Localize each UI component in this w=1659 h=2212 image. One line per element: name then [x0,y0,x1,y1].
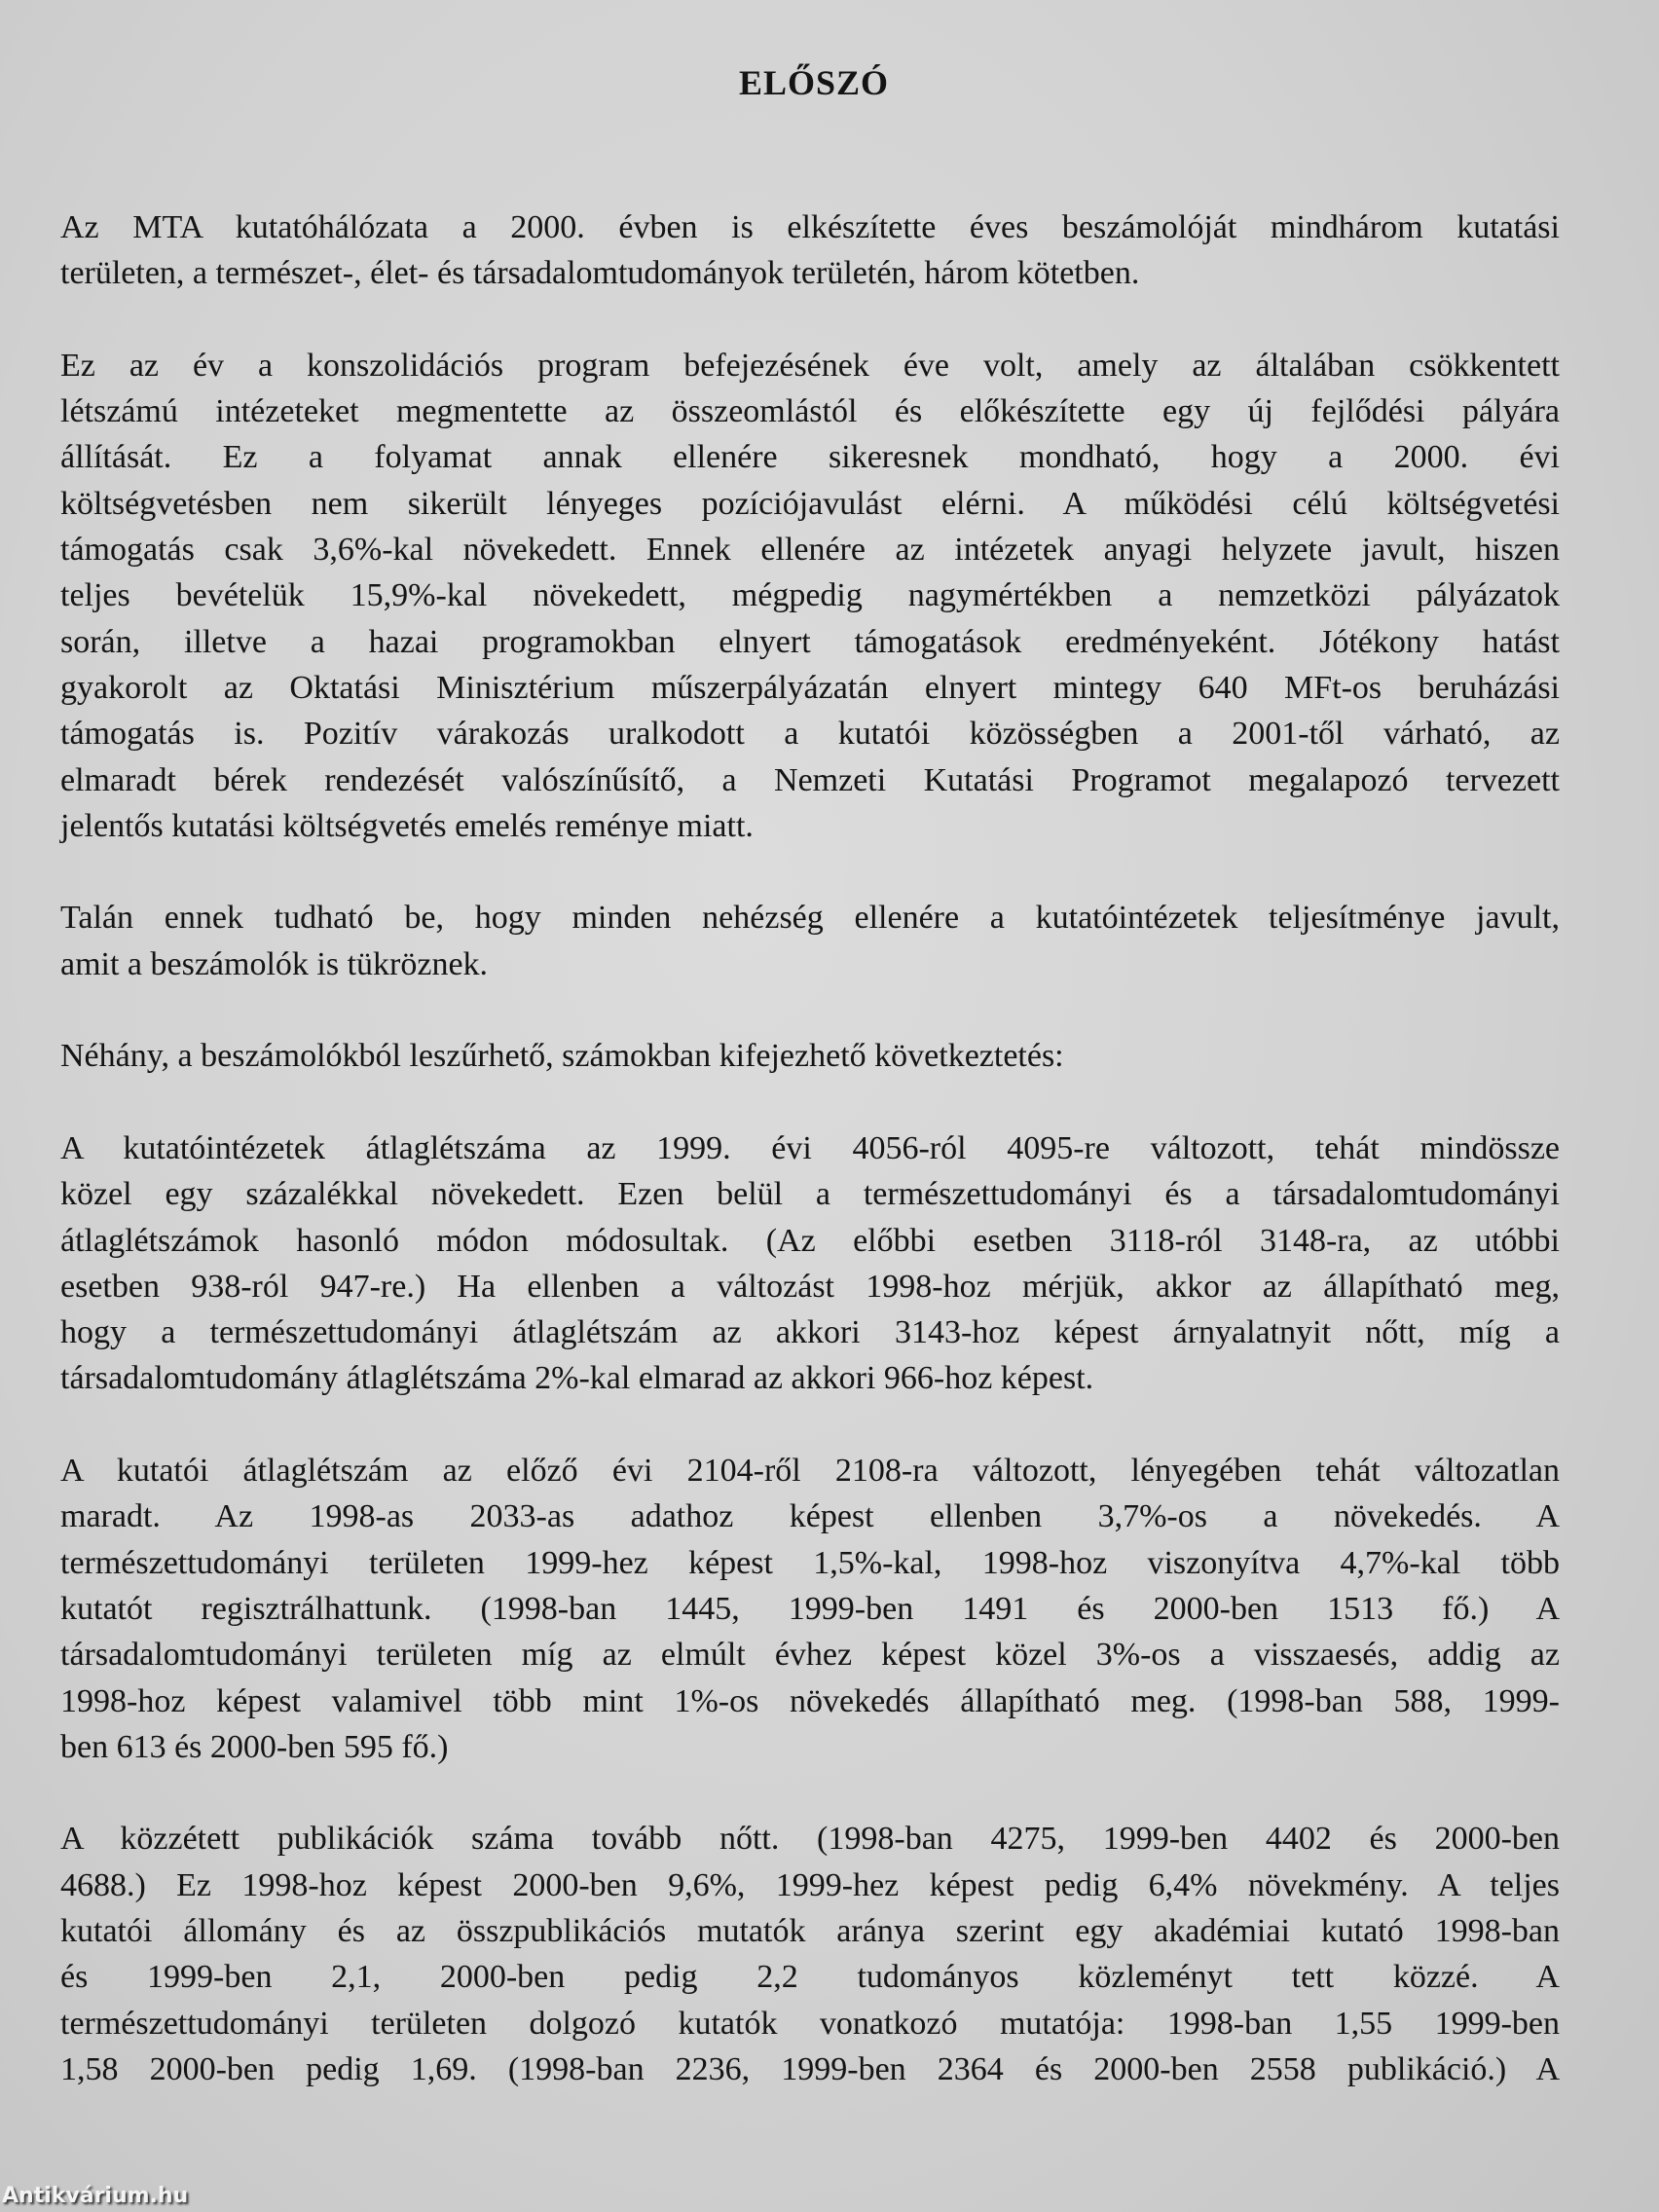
text-line: esetben 938-ról 947-re.) Ha ellenben a változást 1998-hoz mérjük, akkor az állapítható meg, [60,1268,1560,1305]
paragraph [60,1125,1560,1402]
text-line: A közzétett publikációk száma tovább nőtt. (1998-ban 4275, 1999-ben 4402 és 2000-ben [60,1821,1560,1858]
watermark: Antikvárium.hu [2,2184,189,2208]
text-line: természettudományi területen 1999-hez képest 1,5%-kal, 1998-hoz viszonyítva 4,7%-kal több [60,1544,1560,1581]
text-line: elmaradt bérek rendezését valószínűsítő, a Nemzeti Kutatási Programot megalapozó tervezett [60,761,1560,798]
text-line: létszámú intézeteket megmentette az összeomlástól és előkészítette egy új fejlődési pályára [60,393,1560,430]
paragraph [60,1816,1560,2092]
text-line: közel egy százalékkal növekedett. Ezen belül a természettudományi és a társadalomtudományi [60,1176,1560,1213]
page-title: ELŐSZÓ [738,63,890,102]
text-line: társadalomtudomány átlaglétszáma 2%-kal elmarad az akkori 966-hoz képest. [60,1360,1094,1397]
text-line: támogatás csak 3,6%-kal növekedett. Ennek ellenére az intézetek anyagi helyzete javult, hiszen [60,532,1560,569]
text-line: kutatót regisztrálhattunk. (1998-ban 1445, 1999-ben 1491 és 2000-ben 1513 fő.) A [60,1590,1560,1627]
paragraph [60,1448,1560,1770]
text-line: támogatás is. Pozitív várakozás uralkodott a kutatói közösségben a 2001-től várható, az [60,716,1560,753]
text-line: teljes bevételük 15,9%-kal növekedett, mégpedig nagymértékben a nemzetközi pályázatok [60,577,1560,614]
text-line: A kutatói átlaglétszám az előző évi 2104-ről 2108-ra változott, lényegében tehát változatlan [60,1453,1560,1490]
document-body [60,204,1560,2138]
text-line: állítását. Ez a folyamat annak ellenére sikeresnek mondható, hogy a 2000. évi [60,439,1560,476]
text-line: Az MTA kutatóhálózata a 2000. évben is elkészítette éves beszámolóját mindhárom kutatási [60,209,1560,245]
text-line: amit a beszámolók is tükröznek. [60,945,489,982]
text-line: 1998-hoz képest valamivel több mint 1%-os növekedés állapítható meg. (1998-ban 588, 1999- [60,1682,1560,1719]
text-line: társadalomtudományi területen míg az elmúlt évhez képest közel 3%-os a visszaesés, addig az [60,1637,1560,1674]
text-line: Ez az év a konszolidációs program befejezésének éve volt, amely az általában csökkentett [60,347,1560,384]
text-line: természettudományi területen dolgozó kutatók vonatkozó mutatója: 1998-ban 1,55 1999-ben [60,2005,1560,2042]
text-line: gyakorolt az Oktatási Minisztérium műszerpályázatán elnyert mintegy 640 MFt-os beruházási [60,669,1560,706]
text-line: és 1999-ben 2,1, 2000-ben pedig 2,2 tudományos közleményt tett közzé. A [60,1959,1560,1996]
text-line: költségvetésben nem sikerült lényeges pozíciójavulást elérni. A működési célú költségvetési [60,485,1560,522]
paragraph [60,895,1560,987]
text-line: A kutatóintézetek átlaglétszáma az 1999. évi 4056-ról 4095-re változott, tehát mindössze [60,1129,1560,1166]
text-line: 1,58 2000-ben pedig 1,69. (1998-ban 2236, 1999-ben 2364 és 2000-ben 2558 publikáció.) A [60,2050,1560,2087]
text-line: Néhány, a beszámolókból leszűrhető, számokban kifejezhető következtetés: [60,1038,1064,1075]
text-line: maradt. Az 1998-as 2033-as adathoz képest ellenben 3,7%-os a növekedés. A [60,1498,1560,1535]
text-line: átlaglétszámok hasonló módon módosultak. (Az előbbi esetben 3118-ról 3148-ra, az utóbbi [60,1222,1560,1259]
text-line: kutatói állomány és az összpublikációs mutatók aránya szerint egy akadémiai kutató 1998-ban [60,1912,1560,1949]
text-line: jelentős kutatási költségvetés emelés reménye miatt. [60,807,754,844]
paragraph [60,204,1560,297]
paragraph [60,1033,1560,1079]
text-line: Talán ennek tudható be, hogy minden nehézség ellenére a kutatóintézetek teljesítménye javult, [60,900,1560,937]
text-line: során, illetve a hazai programokban elnyert támogatások eredményeként. Jótékony hatást [60,623,1560,660]
text-line: területen, a természet-, élet- és társadalomtudományok területén, három kötetben. [60,255,1140,292]
text-line: ben 613 és 2000-ben 595 fő.) [60,1728,449,1765]
text-line: hogy a természettudományi átlaglétszám az akkori 3143-hoz képest árnyalatnyit nőtt, míg a [60,1314,1560,1351]
text-line: 4688.) Ez 1998-hoz képest 2000-ben 9,6%, 1999-hez képest pedig 6,4% növekmény. A teljes [60,1866,1560,1903]
paragraph [60,343,1560,849]
